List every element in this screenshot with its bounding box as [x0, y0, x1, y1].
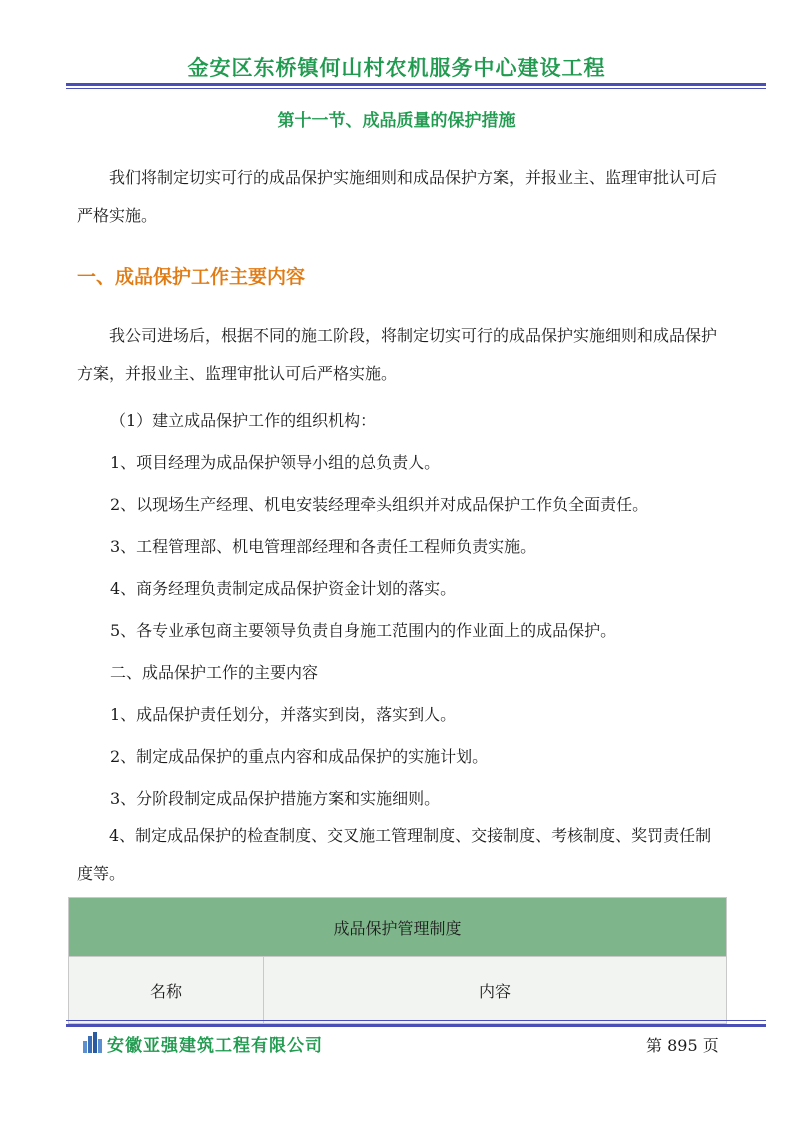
- content-item: 3、分阶段制定成品保护措施方案和实施细则。: [110, 789, 441, 808]
- table-header-name: 名称: [69, 957, 264, 1024]
- company-logo-icon: [82, 1031, 104, 1053]
- org-title: （1）建立成品保护工作的组织机构：: [110, 411, 377, 430]
- header-rule-thin: [66, 88, 766, 89]
- content-item: 2、制定成品保护的重点内容和成品保护的实施计划。: [110, 747, 489, 766]
- footer-rule-thin: [66, 1020, 766, 1021]
- heading-1: 一、成品保护工作主要内容: [77, 266, 306, 288]
- intro-paragraph: 我们将制定切实可行的成品保护实施细则和成品保护方案，并报业主、监理审批认可后严格实施。: [77, 168, 718, 225]
- management-table: [68, 897, 727, 1024]
- footer-company-name: 安徽亚强建筑工程有限公司: [107, 1036, 323, 1056]
- paragraph-1: 我公司进场后，根据不同的施工阶段，将制定切实可行的成品保护实施细则和成品保护方案，并报业主、监理审批认可后严格实施。: [77, 326, 718, 383]
- section-title: 第十一节、成品质量的保护措施: [277, 111, 516, 131]
- org-item: 1、项目经理为成品保护领导小组的总负责人。: [110, 453, 441, 472]
- org-item: 2、以现场生产经理、机电安装经理牵头组织并对成品保护工作负全面责任。: [110, 495, 649, 514]
- org-item: 5、各专业承包商主要领导负责自身施工范围内的作业面上的成品保护。: [110, 621, 617, 640]
- table-header-content: 内容: [264, 957, 727, 1024]
- page-number: 第 895 页: [646, 1036, 719, 1055]
- org-item: 3、工程管理部、机电管理部经理和各责任工程师负责实施。: [110, 537, 537, 556]
- table-title: 成品保护管理制度: [69, 898, 727, 957]
- heading-2: 二、成品保护工作的主要内容: [110, 663, 319, 682]
- header-rule-thick: [66, 83, 766, 86]
- content-item: 1、成品保护责任划分，并落实到岗，落实到人。: [110, 705, 457, 724]
- document-header-title: 金安区东桥镇何山村农机服务中心建设工程: [187, 56, 606, 80]
- org-item: 4、商务经理负责制定成品保护资金计划的落实。: [110, 579, 457, 598]
- content-item-4: 4、制定成品保护的检查制度、交叉施工管理制度、交接制度、考核制度、奖罚责任制度等。: [77, 826, 712, 883]
- footer-rule-thick: [66, 1024, 766, 1027]
